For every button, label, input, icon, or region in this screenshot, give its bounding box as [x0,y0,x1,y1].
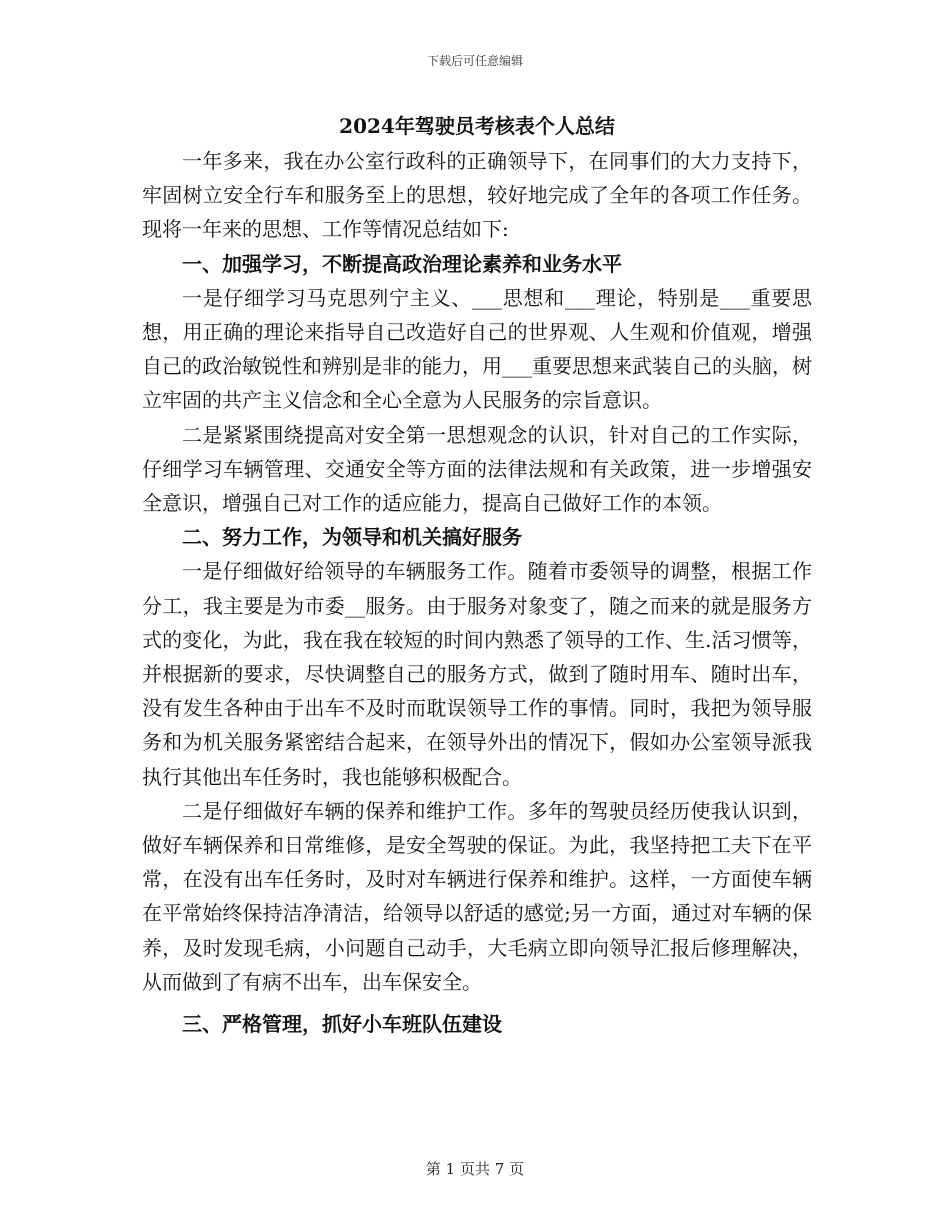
section-1-paragraph-2: 二是紧紧围绕提高对安全第一思想观念的认识，针对自己的工作实际，仔细学习车辆管理、交通安全等方面的法律法规和有关政策，进一步增强安全意识，增强自己对工作的适应能力，提高自己做好工作的本领。 [142,422,812,516]
page-number: 第 1 页共 7 页 [425,1160,525,1178]
section-2-paragraph-2: 二是仔细做好车辆的保养和维护工作。多年的驾驶员经历使我认识到，做好车辆保养和日常维修，是安全驾驶的保证。为此，我坚持把工夫下在平常，在没有出车任务时，及时对车辆进行保养和维护。这样，一方面使车辆在平常始终保持洁净清洁，给领导以舒适的感觉;另一方面，通过对车辆的保养，及时发现毛病，小问题自己动手，大毛病立即向领导汇报后修理解决，从而做到了有病不出车，出车保安全。 [142,798,812,994]
section-2-paragraph-1: 一是仔细做好给领导的车辆服务工作。随着市委领导的调整，根据工作分工，我主要是为市委__服务。由于服务对象变了，随之而来的就是服务方式的变化，为此，我在我在较短的时间内熟悉了领导的工作、生.活习惯等，并根据新的要求，尽快调整自己的服务方式，做到了随时用车、随时出车，没有发生各种由于出车不及时而耽误领导工作的事情。同时，我把为领导服务和为机关服务紧密结合起来，在领导外出的情况下，假如办公室领导派我执行其他出车任务时，我也能够积极配合。 [142,559,812,789]
section-3-heading: 三、严格管理，抓好小车班队伍建设 [182,1012,502,1037]
intro-paragraph: 一年多来，我在办公室行政科的正确领导下，在同事们的大力支持下，牢固树立安全行车和服务至上的思想，较好地完成了全年的各项工作任务。现将一年来的思想、工作等情况总结如下: [142,149,812,242]
section-2-heading: 二、努力工作，为领导和机关搞好服务 [182,525,522,550]
section-1-paragraph-1: 一是仔细学习马克思列宁主义、___思想和___理论，特别是___重要思想，用正确的理论来指导自己改造好自己的世界观、人生观和价值观，增强自己的政治敏锐性和辨别是非的能力，用___重要思想来武装自己的头脑，树立牢固的共产主义信念和全心全意为人民服务的宗旨意识。 [142,285,812,413]
section-1-heading: 一、加强学习，不断提高政治理论素养和业务水平 [182,251,622,276]
document-title: 2024年驾驶员考核表个人总结 [339,114,615,138]
page-header-note: 下载后可任意编辑 [426,54,523,68]
document-body [142,108,812,1041]
